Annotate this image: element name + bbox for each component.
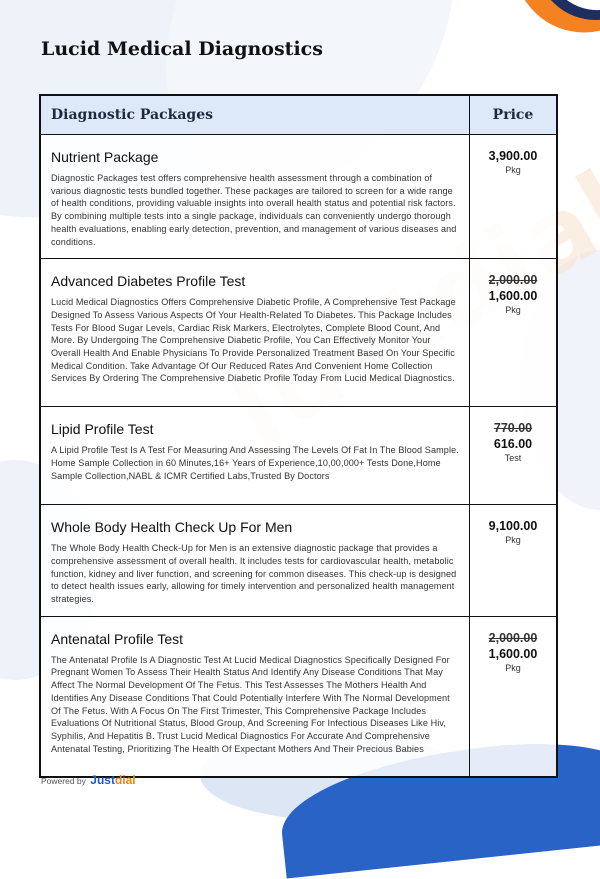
package-description: Lucid Medical Diagnostics Offers Comprehensive Diabetic Profile, A Comprehensive Test Package Designed To Assess Various Aspects Of Your Health-Related To Diabetes. This Package Includes Tests For Blood Sugar Levels, Cardiac Risk Markers, Electrolytes, Complete Blood Count, And More. By Undergoing The Comprehensive Diabetic Profile, You Can Effectively Monitor Your Overall Health And Enable Physicians To Provide Personalized Treatment Based On Your Specific Medical Condition. Take Advantage Of Our Reduced Rates And Convenient Home Collection Services By Ordering The Comprehensive Diabetic Profile Today From Lucid Medical Diagnostics.: [51, 297, 456, 384]
header-diagnostic-packages: Diagnostic Packages: [41, 96, 470, 135]
package-name: Whole Body Health Check Up For Men: [51, 519, 293, 536]
package-description: Diagnostic Packages test offers comprehensive health assessment through a combination of various diagnostic tests bundled together. These packages are tailored to screen for a wide range of health conditions, providing valuable insights into overall health status and potential risk factors. By combining multiple tests into a single package, individuals can conveniently undergo thorough health evaluations, enabling early detection, prevention, and management of various diseases and conditions.: [51, 173, 457, 247]
price-value: 1,600.00: [488, 289, 538, 304]
logo-part-dial: dial: [114, 773, 136, 787]
package-cell: [41, 505, 470, 617]
powered-by-footer: [41, 773, 136, 787]
original-price: 2,000.00: [488, 273, 538, 288]
package-description: A Lipid Profile Test Is A Test For Measuring And Assessing The Levels Of Fat In The Blood Sample. Home Sample Collection in 60 Minutes,16+ Years of Experience,10,00,000+ Tests Done,Home Sample Collection,NABL & ICMR Certified Labs,Trusted By Doctors: [51, 445, 459, 481]
package-name: Advanced Diabetes Profile Test: [51, 273, 246, 290]
price-cell: [470, 505, 557, 617]
price-unit: Test: [504, 453, 522, 464]
price-cell: [470, 259, 557, 407]
price-unit: Pkg: [505, 165, 521, 175]
package-cell: [41, 259, 470, 407]
package-description: The Antenatal Profile Is A Diagnostic Test At Lucid Medical Diagnostics Specifically Designed For Pregnant Women To Assess Their Health Status And Identify Any Disease Conditions That May Affect The Normal Development Of The Fetus. This Test Assesses The Mothers Health And Identifies Any Disease Conditions That Could Potentially Interfere With The Normal Development Of The Fetus. With A Focus On The First Trimester, This Comprehensive Package Includes Evaluations Of Nutritional Status, Blood Group, And Screening For Infectious Diseases Like Hiv, Syphilis, And Hepatitis B. Trust Lucid Medical Diagnostics For Accurate And Comprehensive Antenatal Testing, Prioritizing The Health Of Expectant Mothers And Their Precious Babies: [51, 654, 450, 754]
price-unit: Pkg: [505, 662, 521, 673]
price-unit: Pkg: [505, 535, 521, 546]
package-name: Lipid Profile Test: [51, 421, 154, 438]
price-value: 1,600.00: [488, 646, 538, 661]
package-name: Antenatal Profile Test: [51, 630, 184, 647]
table-row: [41, 407, 556, 505]
price-value: 3,900.00: [488, 149, 538, 163]
price-unit: Pkg: [505, 305, 521, 316]
price-value: 9,100.00: [488, 519, 538, 534]
header-price: Price: [470, 96, 557, 135]
original-price: 2,000.00: [488, 630, 538, 645]
price-cell: [470, 616, 557, 776]
price-cell: [470, 407, 557, 505]
packages-table: [39, 94, 558, 778]
original-price: 770.00: [493, 421, 533, 436]
price-value: 616.00: [493, 437, 533, 452]
package-description: The Whole Body Health Check-Up for Men is an extensive diagnostic package that provides a comprehensive assessment of overall health. It includes tests for cardiovascular health, metabolic function, kidney and liver function, and screening for common diseases. This check-up is designed to detect health issues early, allowing for timely intervention and personalized health management strategies.: [51, 543, 457, 605]
logo-part-just: Just: [90, 773, 115, 787]
table-row: [41, 135, 556, 259]
table-row: [41, 259, 556, 407]
table-header-row: [41, 96, 556, 135]
package-cell: [41, 407, 470, 505]
powered-by-label: Powered by: [41, 776, 86, 786]
page-title: Lucid Medical Diagnostics: [41, 38, 323, 60]
table-row: [41, 505, 556, 617]
package-cell: [41, 135, 470, 259]
table-row: [41, 616, 556, 776]
package-cell: [41, 616, 470, 776]
package-name: Nutrient Package: [51, 149, 159, 165]
price-cell: [470, 135, 557, 259]
justdial-logo: [90, 773, 135, 787]
